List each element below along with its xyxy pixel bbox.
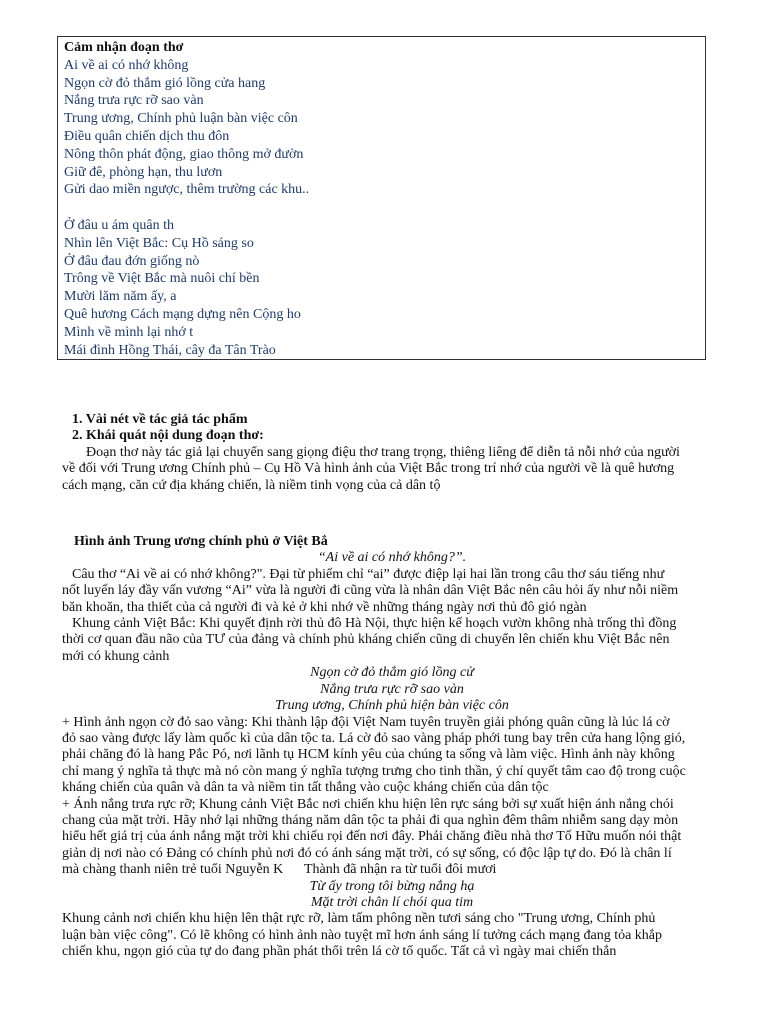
stanza-2 [64,217,699,359]
text-line: giản dị nơi nào có Đảng có chính phủ nơi đó có ánh sáng mặt trời, có sự sống, có độc lập tự do. Đó là chân lí [62,845,672,861]
text-line: luận bàn việc công". Có lẽ không có hình ảnh nào tuyệt mĩ hơn ánh sáng lí tưởng cách mạng đang tỏa khắp [62,927,663,943]
stanza-1 [64,57,699,199]
quote-line: “Ai về ai có nhớ không?”. [317,550,467,566]
text-line: Câu thơ “Ai về ai có nhớ không?". Đại từ phiếm chỉ “ai” được điệp lại hai lần trong câu thơ sáu tiếng như [72,566,665,582]
paragraph-4 [62,797,722,879]
text-line: chỉ mang ý nghĩa tả thực mà nó còn mang ý nghĩa tượng trưng cho tinh thần, ý chí quyết tâm cao độ trong cuộc [62,763,686,779]
text-line: kháng chiến của quân và dân ta và niềm tin tất thắng vào cuộc kháng chiến của dân tộc [62,780,549,796]
poem-line: Trung ương, Chính phủ luận bàn việc côn [64,111,298,127]
quote-block-3 [62,879,722,912]
text-line: chiến khu, ngọn gió của tự do đang phần phát thổi trên lá cờ tổ quốc. Tất cả vì ngày mai chiến thắn [62,944,617,960]
poem-line: Gửi dao miền ngược, thêm trường các khu.. [64,182,310,198]
paragraph-3 [62,715,722,797]
poem-line: Ở đâu đau đớn giống nò [64,253,200,269]
box-title: Cảm nhận đoạn thơ [64,40,184,55]
quote-line: Mặt trời chân lí chói qua tim [310,894,474,910]
text-line: Đoạn thơ này tác giả lại chuyển sang giọng điệu thơ trang trọng, thiêng liêng để diễn tả nỗi nhớ của người [86,444,680,460]
paragraph-2 [62,616,722,665]
poem-line: Ai về ai có nhớ không [64,57,189,73]
text-line: Khung cảnh Việt Bắc: Khi quyết định rời thủ đô Hà Nội, thực hiện kế hoạch vườn không nhà trống thì đồng [72,616,677,632]
spacer [62,494,722,534]
poem-line: Nông thôn phát động, giao thông mở đườn [64,146,304,162]
outline-item-2: 2. Khái quát nội dung đoạn thơ: [72,428,264,444]
poem-line: Mái đình Hồng Thái, cây đa Tân Trào [64,342,276,358]
text-line: + Hình ảnh ngọn cờ đỏ sao vàng: Khi thành lập đội Việt Nam tuyên truyền giải phóng quân cũng là lúc lá cờ [62,714,670,730]
text-line: đỏ sao vàng được lấy làm quốc kì của dân tộc ta. Lá cờ đỏ sao vàng pháp phới tung bay trên cửa hang lộng gió, [62,730,686,746]
poem-line: Ở đâu u ám quân th [64,217,175,233]
poem-line: Giữ đê, phòng hạn, thu lươn [64,164,223,180]
quote-line: Ngọn cờ đỏ thắm gió lồng cử [310,665,474,681]
quote-line: Nắng trưa rực rỡ sao vàn [320,681,464,697]
text-line: Khung cảnh nơi chiến khu hiện lên thật rực rỡ, làm tấm phông nền tươi sáng cho "Trung ương, Chính phủ [62,911,656,927]
poem-line: Nắng trưa rực rỡ sao vàn [64,93,204,109]
stanza-gap [64,199,699,217]
poem-line: Điều quân chiến dịch thu đôn [64,128,230,144]
text-line: về đối với Trung ương Chính phủ – Cụ Hồ Và hình ảnh của Việt Bắc trong trí nhớ của người về là quê hương [62,461,675,477]
poem-line: Nhìn lên Việt Bắc: Cụ Hồ sáng so [64,235,254,251]
poem-line: Trông về Việt Bắc mà nuôi chí bền [64,271,260,287]
text-line: + Ánh nắng trưa rực rỡ; Khung cảnh Việt Bắc nơi chiến khu hiện lên rực sáng bởi sự xuất hiện ánh nắng chói [62,796,674,812]
text-line: mà chàng thanh niên trẻ tuổi Nguyễn K Thành đã nhận ra từ tuổi đôi mươi [62,862,497,878]
text-line: thời cơ quan đầu não của TƯ của đảng và chính phủ kháng chiến cũng di chuyển lên chiến khu Việt Bắc nên [62,632,670,648]
text-line: mới có khung cảnh [62,648,170,664]
poem-line: Ngọn cờ đỏ thắm gió lồng cửa hang [64,75,266,91]
poem-line: Quê hương Cách mạng dựng nên Cộng ho [64,306,301,322]
section-title: Hình ảnh Trung ương chính phủ ở Việt Bắ [74,534,328,550]
paragraph-1 [62,567,722,616]
poem-box [57,36,706,360]
outline-item-1: 1. Vài nét về tác giả tác phẩm [72,412,248,427]
document-body [62,412,722,961]
text-line: cách mạng, căn cứ địa kháng chiến, là niềm tinh vọng của cả dân tộ [62,477,441,493]
quote-line: Từ ấy trong tôi bừng nắng hạ [309,878,475,894]
text-line: phải chăng đó là hang Pắc Pó, nơi lãnh tụ HCM kính yêu của chúng ta sống và làm việc. Hình ảnh này không [62,747,675,763]
quote-block-2 [62,665,722,714]
text-line: chang của mặt trời. Hãy nhớ lại những tháng năm dân tộc ta phải đi qua nghìn đêm thâm nhiễm sang dạy mòn [62,812,679,828]
poem-line: Mình về mình lại nhớ t [64,324,194,340]
text-line: băn khoăn, tha thiết của cả người đi và kẻ ở khi nhớ về những tháng ngày nơi thủ đô gió ngàn [62,599,587,615]
quote-line: Trung ương, Chính phủ hiện bàn việc côn [275,698,509,714]
paragraph-5 [62,911,722,960]
text-line: nốt luyến láy đầy vấn vương “Ai” vừa là người đi cũng vừa là nhân dân Việt Bắc nên câu hỏi ấy như nỗi niềm [62,583,679,599]
poem-line: Mười lăm năm ấy, a [64,289,177,305]
intro-paragraph [62,445,722,494]
text-line: hiểu hết giá trị của ánh nắng mặt trời khi chiếu rọi đến nơi đây. Phải chăng điều nhà thơ Tố Hữu muốn nói thật [62,829,682,845]
